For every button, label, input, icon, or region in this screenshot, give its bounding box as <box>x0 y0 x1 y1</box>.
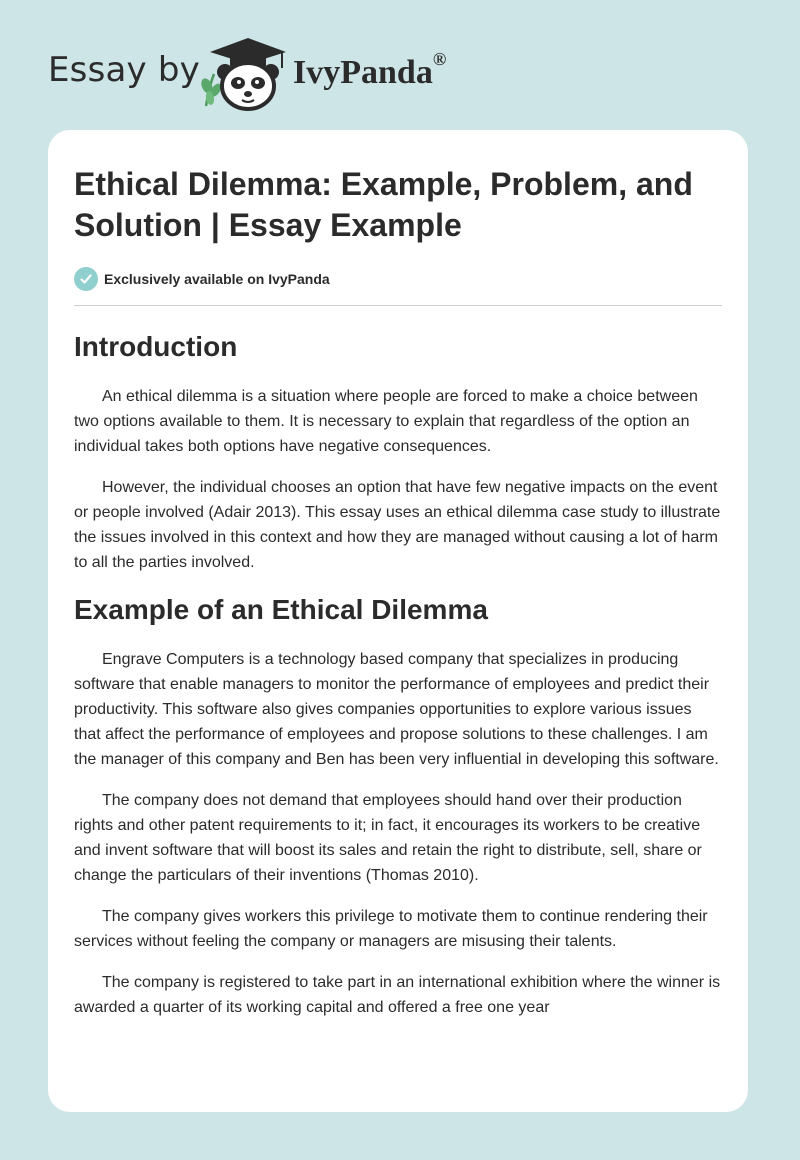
exclusive-label: Exclusively available on IvyPanda <box>104 271 330 287</box>
divider <box>74 305 722 306</box>
paragraph: The company is registered to take part in an international exhibition where the winner is awarded a quarter of its working capital and offered a free one year <box>74 974 721 1016</box>
brand-name[interactable] <box>293 48 447 92</box>
essay-by-label: Essay by <box>48 50 200 90</box>
essay-content <box>74 130 724 1036</box>
section-heading-example: Example of an Ethical Dilemma <box>74 594 488 625</box>
paragraph: The company does not demand that employees should hand over their production rights and other patent requirements to it; in fact, it encourages its workers to be creative and invent software that will boost its sales and retain the right to distribute, sell, share or change the particulars of their inventions (Thomas 2010). <box>74 792 702 884</box>
paragraph: Engrave Computers is a technology based company that specializes in producing software that enable managers to monitor the performance of employees and predict their productivity. This software also gives companies opportunities to explore various issues that affect the performance of employees and propose solutions to these challenges. I am the manager of this company and Ben has been very influential in developing this software. <box>74 651 719 768</box>
section-heading-introduction: Introduction <box>74 331 238 362</box>
site-header <box>48 36 752 112</box>
brand-text: IvyPanda <box>293 54 433 91</box>
paragraph: The company gives workers this privilege to motivate them to continue rendering their services without feeling the company or managers are misusing their talents. <box>74 908 708 950</box>
paragraph: However, the individual chooses an option that have few negative impacts on the event or people involved (Adair 2013). This essay uses an ethical dilemma case study to illustrate the issues involved in this context and how they are managed without causing a lot of harm to all the parties involved. <box>74 479 721 571</box>
registered-mark: ® <box>432 48 447 69</box>
exclusive-badge <box>74 267 724 291</box>
page-title: Ethical Dilemma: Example, Problem, and Solution | Essay Example <box>74 166 693 243</box>
check-icon <box>74 267 98 291</box>
essay-card <box>48 130 748 1112</box>
panda-graduate-icon[interactable] <box>198 36 290 112</box>
paragraph: An ethical dilemma is a situation where people are forced to make a choice between two options available to them. It is necessary to explain that regardless of the option an individual takes both options have negative consequences. <box>74 388 698 455</box>
